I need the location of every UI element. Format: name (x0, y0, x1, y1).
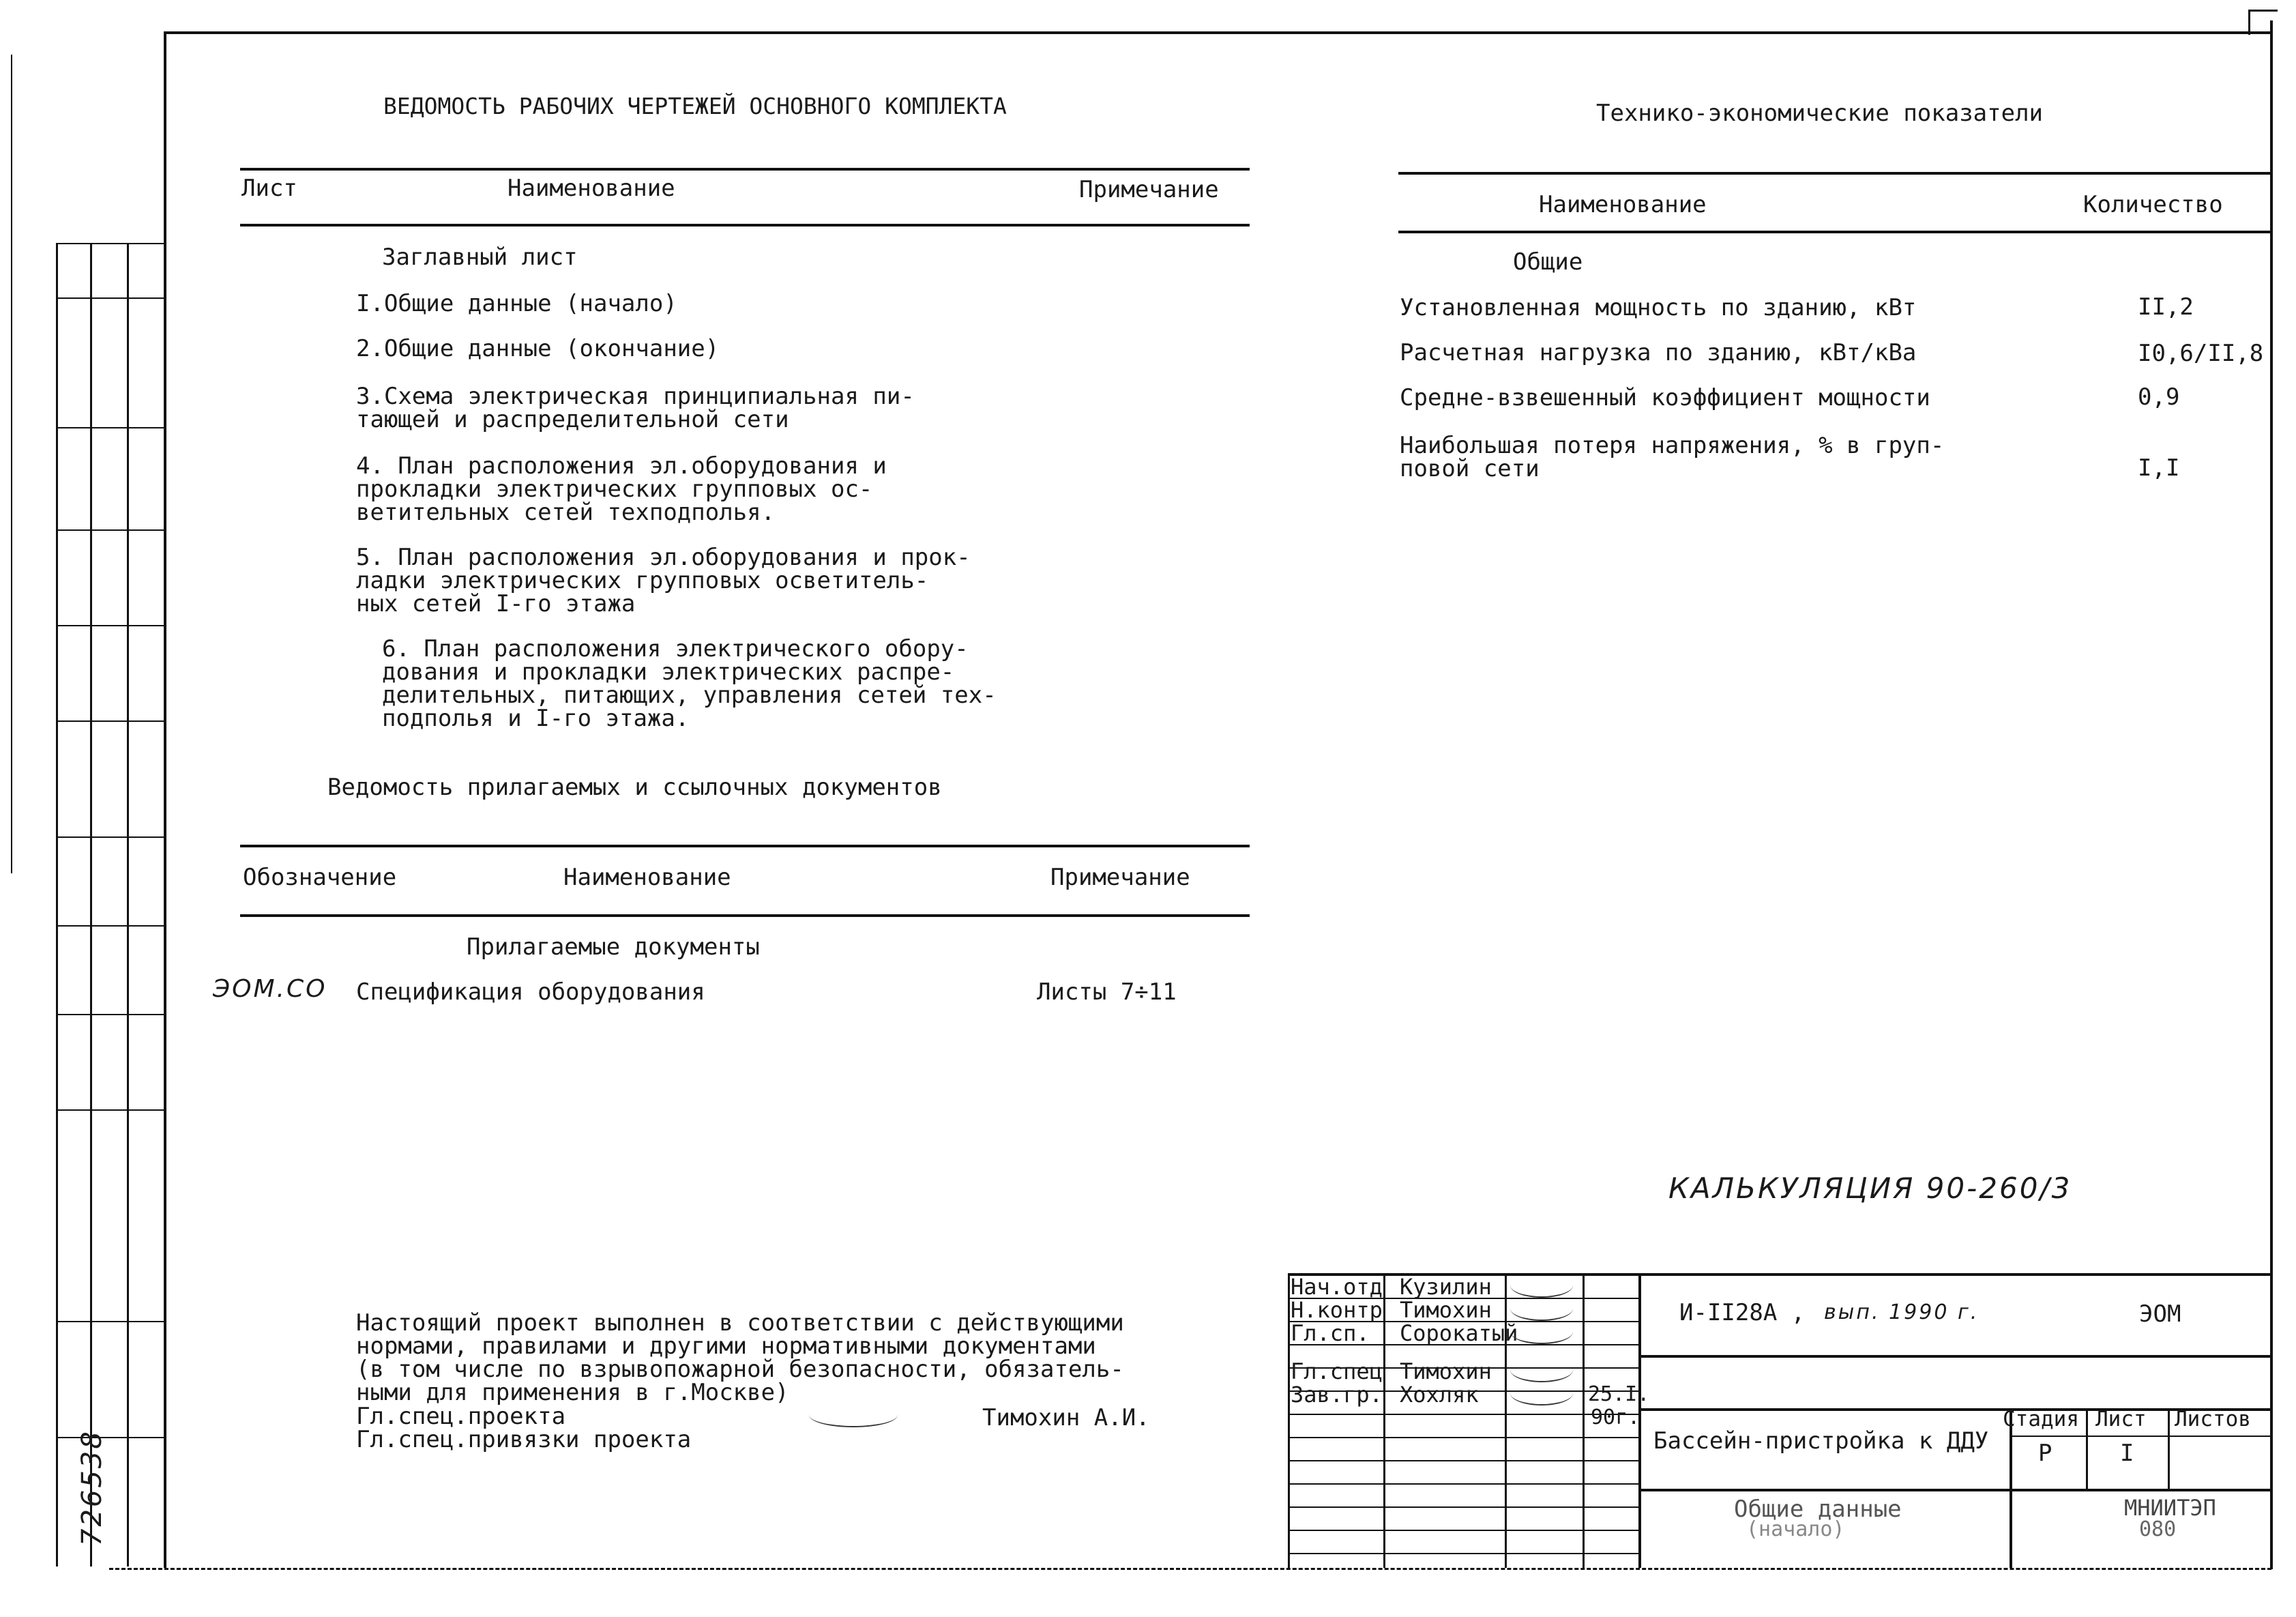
document-mark: ЭОМ (2139, 1300, 2181, 1328)
role-label: Гл.спец (1291, 1358, 1383, 1384)
drawings-list-top-rule (240, 168, 1250, 171)
drawing-item: 2.Общие данные (окончание) (356, 335, 720, 362)
sheet-value: I (2120, 1440, 2134, 1467)
indicator-name: Средне-взвешенный коэффициент мощности (1400, 384, 1930, 411)
release-year: вып. 1990 г. (1824, 1300, 1979, 1324)
sheets-label: Листов (2175, 1407, 2251, 1431)
attached-group-label: Прилагаемые документы (467, 933, 760, 961)
staff-name: Тимохин (1400, 1358, 1492, 1384)
drawing-item: Заглавный лист (382, 244, 578, 271)
signature-mark (1510, 1381, 1573, 1405)
drawing-item: 3.Схема электрическая принципиальная пи- тающей и распределительной сети (356, 383, 915, 433)
attached-note: Листы 7÷11 (1037, 978, 1177, 1006)
indicator-name: Наибольшая потеря напряжения, % в груп- повой сети (1400, 432, 1945, 482)
indicators-title: Технико-экономические показатели (1596, 100, 2044, 127)
signature-mark (809, 1403, 898, 1427)
stage-value: Р (2038, 1440, 2052, 1467)
attached-docs-top-rule (240, 845, 1250, 847)
drawing-item: I.Общие данные (начало) (356, 290, 677, 317)
drawing-item: 6. План расположения электрического обору- дования и прокладки электрических распре- делительных, питающих, управления сетей тех- подполья и I-го этажа. (382, 635, 997, 732)
indicator-name: Расчетная нагрузка по зданию, кВт/кВа (1400, 339, 1917, 366)
header-attached-note: Примечание (1050, 864, 1190, 891)
approval-year: 90г. (1591, 1405, 1640, 1429)
header-indicator-qty: Количество (2083, 191, 2223, 218)
sheet-label: Лист (2095, 1407, 2147, 1431)
drawings-list-title: ВЕДОМОСТЬ РАБОЧИХ ЧЕРТЕЖЕЙ ОСНОВНОГО КОМПЛЕКТА (383, 93, 1007, 119)
signature-mark (1510, 1273, 1573, 1298)
compliance-text: Настоящий проект выполнен в соответствии с действующими нормами, правилами и другими нормативными документами (в том числе по взрывопожарной безопасности, обязатель- ными для применения в г.Москве) (356, 1309, 1124, 1406)
role-label: Зав.гр. (1291, 1382, 1383, 1408)
corner-mark (2248, 10, 2278, 35)
indicators-header-rule (1398, 231, 2271, 233)
signature-mark (1510, 1358, 1573, 1382)
chief-project-label: Гл.спец.проекта (356, 1403, 566, 1430)
staff-name: Сорокатый (1400, 1320, 1518, 1346)
project-code: И-II28А , (1679, 1299, 1806, 1326)
indicator-qty: 0,9 (2138, 383, 2180, 411)
header-sheet: Лист (241, 175, 297, 202)
stamp-number: 726538 (76, 1429, 108, 1546)
signature-mark (1510, 1296, 1573, 1321)
frame-bottom-border (109, 1568, 2271, 1570)
drawings-list-header-rule (240, 224, 1250, 227)
role-label: Гл.сп. (1291, 1320, 1370, 1346)
indicator-qty: I,I (2138, 454, 2180, 482)
sheet-subtitle: (начало) (1746, 1517, 1845, 1541)
header-note: Примечание (1079, 176, 1219, 203)
staff-name: Тимохин (1400, 1297, 1492, 1323)
binding-strip (56, 243, 164, 1567)
attached-name: Спецификация оборудования (356, 978, 705, 1006)
drawing-item: 4. План расположения эл.оборудования и прокладки электрических групповых ос- ветительных сетей техподполья. (356, 452, 887, 526)
header-indicator-name: Наименование (1539, 191, 1707, 218)
stage-label: Стадия (2003, 1407, 2079, 1431)
header-attached-name: Наименование (563, 864, 731, 891)
indicator-name: Установленная мощность по зданию, кВт (1400, 294, 1917, 321)
indicators-group-label: Общие (1513, 248, 1583, 276)
calculation-note: КАЛЬКУЛЯЦИЯ 90-260/3 (1668, 1171, 2072, 1205)
attached-designation: ЭОМ.СО (213, 975, 327, 1003)
attached-docs-title: Ведомость прилагаемых и ссылочных документов (327, 774, 942, 801)
object-name: Бассейн-пристройка к ДДУ (1653, 1427, 1989, 1455)
role-label: Нач.отд (1291, 1274, 1383, 1300)
chief-binding-label: Гл.спец.привязки проекта (356, 1426, 692, 1453)
approval-day: 25.I. (1588, 1382, 1650, 1406)
indicator-qty: I0,6/II,8 (2138, 340, 2264, 367)
staff-name: Кузилин (1400, 1274, 1492, 1300)
signer-name: Тимохин А.И. (982, 1404, 1150, 1431)
attached-docs-header-rule (240, 914, 1250, 917)
header-designation: Обозначение (243, 864, 397, 891)
drawing-item: 5. План расположения эл.оборудования и прок- ладки электрических групповых осветитель- ных сетей I-го этажа (356, 544, 971, 617)
left-margin-line (11, 55, 12, 873)
staff-name: Хохляк (1400, 1382, 1479, 1408)
title-block (1288, 1273, 2271, 1568)
frame-top-border (164, 31, 2271, 34)
role-label: Н.контр (1291, 1297, 1383, 1323)
indicator-qty: II,2 (2138, 293, 2194, 321)
sheet-title: Общие данные (1734, 1496, 1902, 1523)
indicators-top-rule (1398, 172, 2271, 175)
signature-mark (1510, 1320, 1573, 1344)
organization: МНИИТЭП (2124, 1495, 2216, 1521)
header-name: Наименование (507, 175, 675, 202)
organization-code: 080 (2139, 1517, 2177, 1541)
